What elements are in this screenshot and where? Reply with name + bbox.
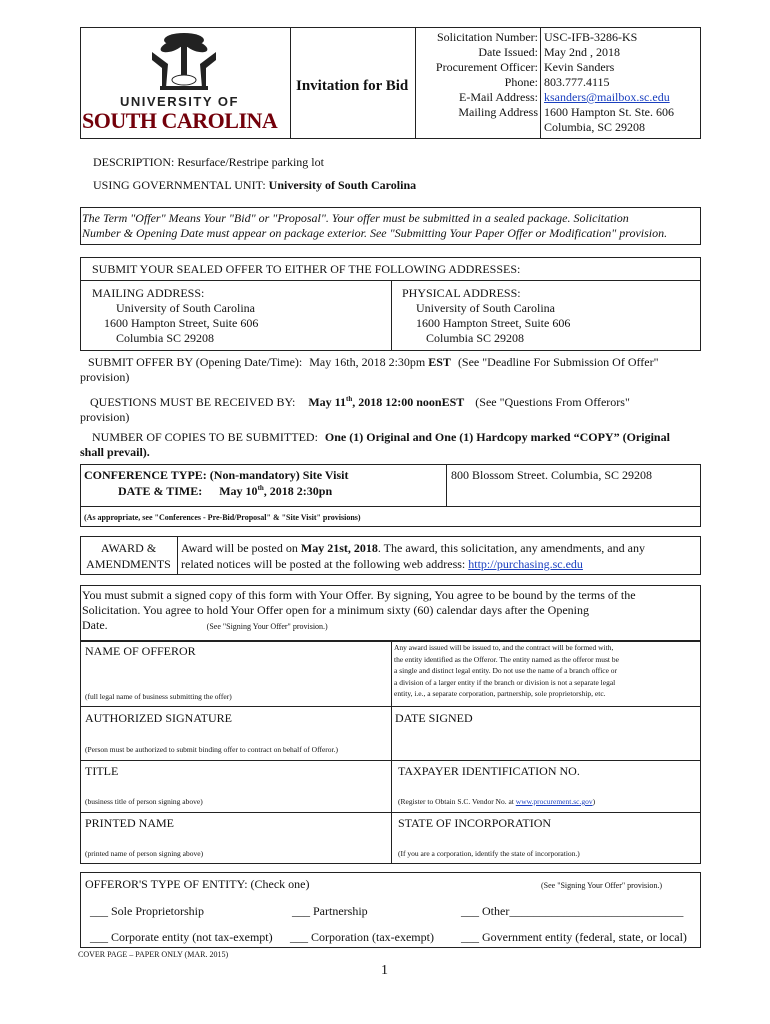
state-of-incorporation-field[interactable] bbox=[393, 831, 699, 847]
governmental-unit-label: USING GOVERNMENTAL UNIT: bbox=[93, 178, 266, 192]
conference-footnote: (As appropriate, see "Conferences - Pre-Bid/Proposal" & "Site Visit" provisions) bbox=[84, 513, 361, 522]
questions-deadline bbox=[80, 392, 701, 425]
entity-option-corporation-tax-exempt[interactable]: ___ Corporation (tax-exempt) bbox=[290, 930, 434, 944]
printed-name-label: PRINTED NAME bbox=[85, 816, 174, 830]
copies-value: One (1) Original and One (1) Hardcopy marked “COPY” (Original bbox=[324, 430, 670, 444]
physical-address-block bbox=[402, 286, 570, 346]
submit-offer-by bbox=[80, 355, 701, 385]
label-phone: Phone: bbox=[504, 75, 538, 89]
award-text-pre: Award will be posted on bbox=[181, 541, 298, 555]
authorized-signature-label: AUTHORIZED SIGNATURE bbox=[85, 711, 232, 725]
submit-offer-by-note2: provision) bbox=[80, 370, 130, 384]
signing-line1: You must submit a signed copy of this form with Your Offer. By signing, You agree to be bound by the terms of the bbox=[82, 588, 636, 602]
label-email: E-Mail Address: bbox=[459, 90, 538, 104]
page-number: 1 bbox=[381, 963, 388, 978]
physical-address-title: PHYSICAL ADDRESS: bbox=[402, 286, 521, 300]
name-of-offeror-field[interactable] bbox=[82, 660, 388, 688]
title-hint: (business title of person signing above) bbox=[85, 797, 203, 806]
name-of-offeror-hint: (full legal name of business submitting the offer) bbox=[85, 692, 232, 701]
award-entity-note bbox=[394, 642, 700, 700]
questions-value-sup: th bbox=[346, 395, 353, 403]
value-procurement-officer: Kevin Sanders bbox=[544, 60, 615, 74]
value-date-issued: May 2nd , 2018 bbox=[544, 45, 620, 59]
taxpayer-hint-pre: (Register to Obtain S.C. Vendor No. at bbox=[398, 797, 514, 806]
university-name-line2: SOUTH CAROLINA bbox=[82, 108, 278, 133]
taxpayer-id-label: TAXPAYER IDENTIFICATION NO. bbox=[398, 764, 580, 778]
conference-datetime bbox=[118, 484, 332, 499]
entity-option-partnership[interactable]: ___ Partnership bbox=[292, 904, 368, 918]
purchasing-link[interactable]: http://purchasing.sc.edu bbox=[468, 557, 583, 571]
offer-note-text bbox=[82, 211, 700, 241]
copies-label: NUMBER OF COPIES TO BE SUBMITTED: bbox=[92, 430, 318, 444]
taxpayer-hint-post: ) bbox=[592, 797, 596, 806]
submit-offer-by-note: (See "Deadline For Submission Of Offer" bbox=[457, 355, 659, 369]
award-entity-note-3: a single and distinct legal entity. Do not use the name of a branch office or bbox=[394, 666, 618, 675]
signing-line3: Date. bbox=[82, 618, 108, 632]
value-phone: 803.777.4115 bbox=[544, 75, 610, 89]
award-entity-note-4: a division of a larger entity if the branch or division is not a separate legal bbox=[394, 677, 616, 687]
date-signed-field[interactable] bbox=[393, 726, 699, 758]
value-email-link[interactable]: ksanders@mailbox.sc.edu bbox=[544, 90, 670, 104]
university-name-line1: UNIVERSITY OF bbox=[120, 94, 239, 109]
submit-offer-by-tz: EST bbox=[428, 355, 451, 369]
award-label bbox=[80, 540, 177, 572]
questions-label: QUESTIONS MUST BE RECEIVED BY: bbox=[90, 395, 296, 409]
value-mailing-address-2: Columbia, SC 29208 bbox=[544, 120, 646, 134]
submit-offer-by-label: SUBMIT OFFER BY (Opening Date/Time): bbox=[88, 355, 303, 369]
award-entity-note-5: entity, i.e., a separate corporation, partnership, sole proprietorship, etc. bbox=[394, 689, 606, 698]
number-of-copies bbox=[80, 430, 701, 460]
entity-option-corporate-entity[interactable]: ___ Corporate entity (not tax-exempt) bbox=[90, 930, 273, 944]
document-title: Invitation for Bid bbox=[296, 78, 409, 94]
questions-note: (See "Questions From Offerors" bbox=[475, 395, 630, 409]
mailing-address-line2: 1600 Hampton Street, Suite 606 bbox=[104, 316, 259, 330]
mailing-address-line1: University of South Carolina bbox=[116, 301, 255, 315]
mailing-address-block bbox=[92, 286, 258, 346]
value-mailing-address-1: 1600 Hampton St. Ste. 606 bbox=[544, 105, 675, 119]
value-solicitation-number: USC-IFB-3286-KS bbox=[544, 30, 638, 44]
mailing-address-line3: Columbia SC 29208 bbox=[116, 331, 215, 345]
authorized-signature-field[interactable] bbox=[82, 726, 388, 742]
questions-value bbox=[308, 395, 464, 409]
conference-date-day: May 10 bbox=[219, 484, 258, 498]
submit-heading: SUBMIT YOUR SEALED OFFER TO EITHER OF THE FOLLOWING ADDRESSES: bbox=[92, 262, 521, 276]
award-text-post: . The award, this solicitation, any amendments, and any bbox=[377, 541, 645, 555]
label-procurement-officer: Procurement Officer: bbox=[435, 60, 538, 74]
procurement-link[interactable]: www.procurement.sc.gov bbox=[515, 797, 593, 806]
award-entity-note-1: Any award issued will be issued to, and the contract will be formed with, bbox=[394, 643, 614, 652]
date-signed-label: DATE SIGNED bbox=[395, 711, 473, 725]
printed-name-hint: (printed name of person signing above) bbox=[85, 849, 204, 858]
questions-note2: provision) bbox=[80, 410, 130, 424]
printed-name-field[interactable] bbox=[82, 831, 388, 847]
title-field[interactable] bbox=[82, 779, 388, 795]
title-label: TITLE bbox=[85, 764, 119, 778]
entity-option-sole-proprietorship[interactable]: ___ Sole Proprietorship bbox=[90, 904, 204, 918]
award-entity-note-2: the entity identified as the Offeror. The entity named as the offeror must be bbox=[394, 654, 619, 664]
header-field-values bbox=[544, 30, 700, 135]
conference-date-sup: th bbox=[257, 484, 264, 492]
label-mailing-address: Mailing Address bbox=[458, 105, 538, 119]
conference-type: CONFERENCE TYPE: (Non-mandatory) Site Visit bbox=[84, 468, 349, 482]
signing-line2: Solicitation. You agree to hold Your Offer open for a minimum sixty (60) calendar days after the Opening bbox=[82, 603, 590, 617]
conference-datetime-value bbox=[219, 484, 332, 498]
questions-value-day: May 11 bbox=[308, 395, 347, 409]
name-of-offeror-label: NAME OF OFFEROR bbox=[85, 644, 196, 658]
description-value: Resurface/Restripe parking lot bbox=[177, 155, 324, 169]
label-date-issued: Date Issued: bbox=[478, 45, 538, 59]
entity-type-note: (See "Signing Your Offer" provision.) bbox=[541, 881, 663, 890]
entity-option-other[interactable]: ___ Other_____________________________ bbox=[461, 904, 684, 918]
award-label-line2: AMENDMENTS bbox=[86, 557, 171, 571]
description-line bbox=[93, 155, 324, 170]
governmental-unit-line bbox=[93, 178, 416, 193]
palmetto-logo-icon bbox=[144, 30, 224, 92]
signing-note: (See "Signing Your Offer" provision.) bbox=[206, 622, 328, 631]
submit-offer-by-value: May 16th, 2018 2:30pm bbox=[309, 355, 426, 369]
offer-note-line2: Number & Opening Date must appear on package exterior. See "Submitting Your Paper Offer or Modification" provision. bbox=[82, 226, 668, 240]
conference-datetime-label: DATE & TIME: bbox=[118, 484, 203, 498]
cover-page-footer: COVER PAGE – PAPER ONLY (MAR. 2015) bbox=[78, 950, 229, 959]
governmental-unit-value: University of South Carolina bbox=[268, 178, 417, 192]
award-date: May 21st, 2018 bbox=[300, 541, 378, 555]
conference-date-rest: , 2018 2:30pn bbox=[263, 484, 333, 498]
taxpayer-id-field[interactable] bbox=[393, 779, 699, 795]
state-of-incorporation-label: STATE OF INCORPORATION bbox=[398, 816, 552, 830]
copies-value2: shall prevail). bbox=[80, 445, 150, 459]
label-solicitation-number: Solicitation Number: bbox=[437, 30, 538, 44]
award-text-line2: related notices will be posted at the following web address: bbox=[181, 557, 466, 571]
mailing-address-title: MAILING ADDRESS: bbox=[92, 286, 205, 300]
university-logo bbox=[82, 30, 288, 136]
award-label-line1: AWARD & bbox=[100, 541, 157, 555]
taxpayer-id-hint bbox=[398, 797, 595, 806]
description-label: DESCRIPTION: bbox=[93, 155, 175, 169]
authorized-signature-hint: (Person must be authorized to submit binding offer to contract on behalf of Offeror.) bbox=[85, 745, 338, 754]
physical-address-line1: University of South Carolina bbox=[416, 301, 555, 315]
state-of-incorporation-hint: (If you are a corporation, identify the state of incorporation.) bbox=[398, 849, 580, 858]
award-text bbox=[181, 540, 701, 572]
physical-address-line3: Columbia SC 29208 bbox=[426, 331, 525, 345]
questions-value-rest: , 2018 12:00 noonEST bbox=[352, 395, 465, 409]
entity-option-government-entity[interactable]: ___ Government entity (federal, state, or local) bbox=[461, 930, 687, 944]
header-field-labels bbox=[418, 30, 538, 120]
entity-type-heading: OFFEROR'S TYPE OF ENTITY: (Check one) bbox=[85, 877, 310, 891]
offer-note-line1: The Term "Offer" Means Your "Bid" or "Proposal". Your offer must be submitted in a sealed package. Solicitation bbox=[82, 211, 629, 225]
physical-address-line2: 1600 Hampton Street, Suite 606 bbox=[416, 316, 571, 330]
signing-text bbox=[82, 588, 702, 634]
conference-location: 800 Blossom Street. Columbia, SC 29208 bbox=[451, 468, 653, 482]
